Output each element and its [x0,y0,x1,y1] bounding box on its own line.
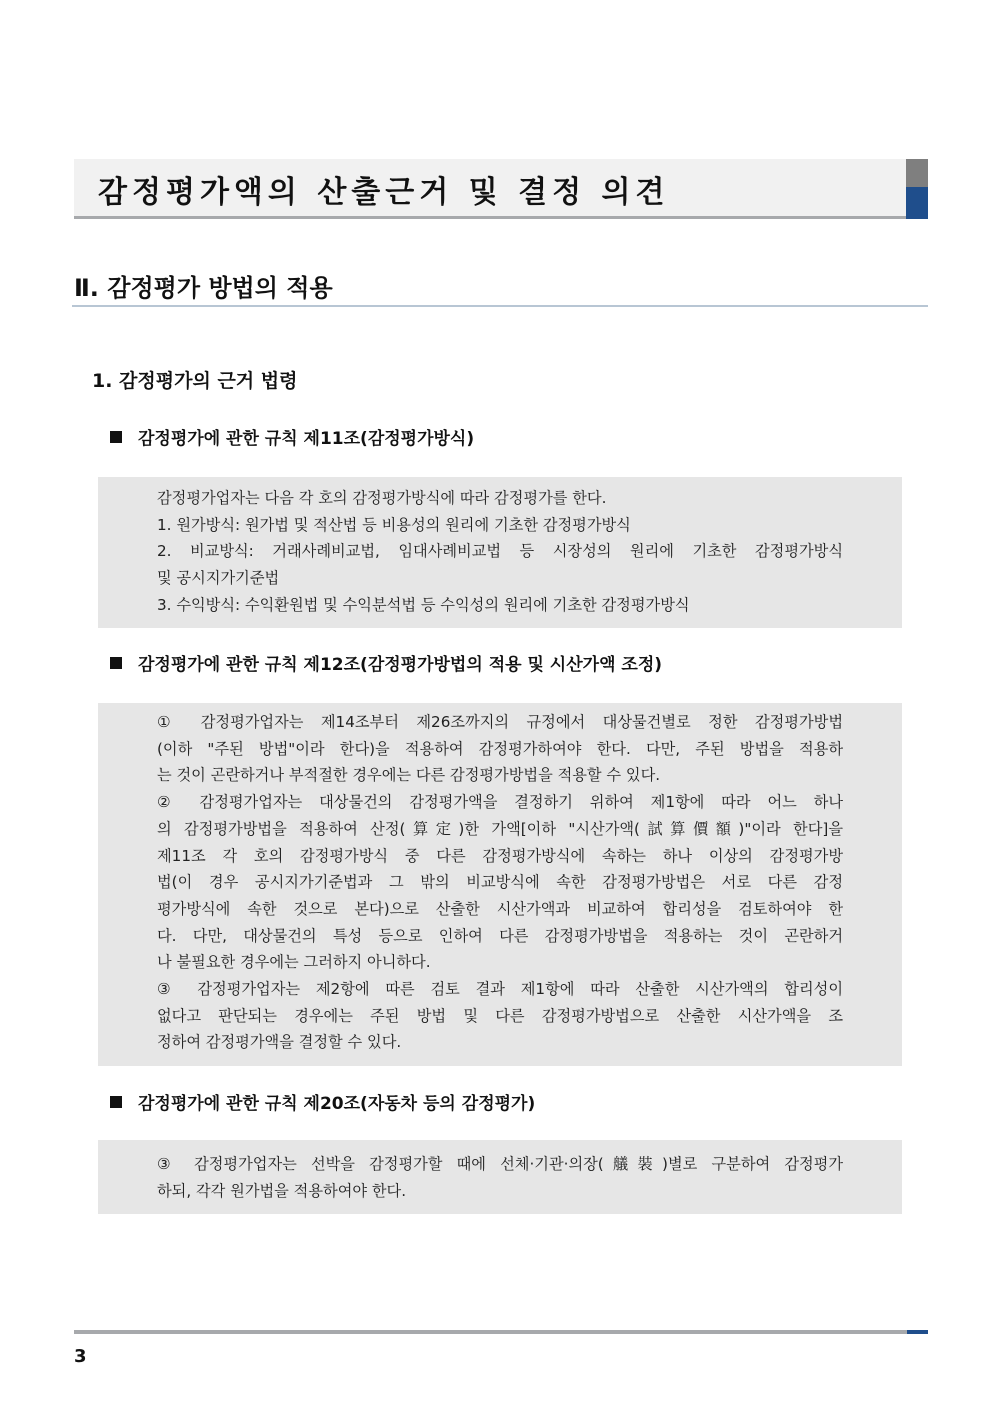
rule-text-line: ① 감정평가업자는 제14조부터 제26조까지의 규정에서 대상물건별로 정한 감정평가방법 [157,713,843,731]
rule-text-line: 2. 비교방식: 거래사례비교법, 임대사례비교법 등 시장성의 원리에 기초한 감정평가방식 [157,542,843,561]
rule-text-line: 의 감정평가방법을 적용하여 산정(算定)한 가액[이하 "시산가액(試算價額)"이라 한다]을 [157,819,843,838]
rule-heading-label: 감정평가에 관한 규칙 제12조(감정평가방법의 적용 및 시산가액 조정) [138,655,663,675]
rule-text-line: ② 감정평가업자는 대상물건의 감정평가액을 결정하기 위하여 제1항에 따라 어느 하나 [157,793,843,812]
rule-text-box-article-12 [98,703,902,1066]
rule-text-line: 감정평가업자는 다음 각 호의 감정평가방식에 따라 감정평가를 한다. [157,489,607,507]
title-banner [74,159,928,219]
rule-text-line: ③ 감정평가업자는 선박을 감정평가할 때에 선체·기관·의장(艤裝)별로 구분하여 감정평가 [157,1155,843,1173]
rule-text-box-article-20 [98,1140,902,1214]
rule-heading-article-20 [110,1089,535,1114]
footer-accent [907,1330,928,1334]
banner-tab-gray [906,159,928,187]
rule-heading-label: 감정평가에 관한 규칙 제20조(자동차 등의 감정평가) [138,1094,536,1114]
rule-text-line: 1. 원가방식: 원가법 및 적산법 등 비용성의 원리에 기초한 감정평가방식 [157,515,631,534]
page-title: 감정평가액의 산출근거 및 결정 의견 [98,175,670,210]
rule-text-line: 3. 수익방식: 수익환원법 및 수익분석법 등 수익성의 원리에 기초한 감정평가방식 [157,595,690,614]
page-number: 3 [74,1346,87,1367]
rule-heading-article-12 [110,650,662,675]
rule-text-line: 하되, 각각 원가법을 적용하여야 한다. [157,1181,407,1200]
subsection-title: 1. 감정평가의 근거 법령 [92,370,298,392]
rule-text-line: 법(이 경우 공시지가기준법과 그 밖의 비교방식에 속한 감정평가방법은 서로 다른 감정 [157,873,843,892]
section-title: Ⅱ. 감정평가 방법의 적용 [74,274,333,302]
rule-body [157,709,843,1056]
banner-underline [74,216,906,219]
square-bullet-icon [110,657,122,669]
rule-text-line: 제11조 각 호의 감정평가방식 중 다른 감정평가방식에 속하는 하나 이상의 감정평가방 [157,846,843,865]
square-bullet-icon [110,1096,122,1108]
banner-tab-blue [906,187,928,219]
rule-text-line: ③ 감정평가업자는 제2항에 따른 검토 결과 제1항에 따라 산출한 시산가액의 합리성이 [157,980,843,999]
rule-text-line: 다. 다만, 대상물건의 특성 등으로 인하여 다른 감정평가방법을 적용하는 것이 곤란하거 [157,926,843,945]
square-bullet-icon [110,431,122,443]
rule-text-line: 평가방식에 속한 것으로 본다)으로 산출한 시산가액과 비교하여 합리성을 검토하여야 한 [157,899,843,918]
rule-heading-label: 감정평가에 관한 규칙 제11조(감정평가방식) [138,429,475,449]
rule-text-line: (이하 "주된 방법"이라 한다)을 적용하여 감정평가하여야 한다. 다만, 주된 방법을 적용하 [157,739,843,758]
section-divider [72,305,928,307]
rule-text-line: 는 것이 곤란하거나 부적절한 경우에는 다른 감정평가방법을 적용할 수 있다. [157,766,661,785]
rule-text-line: 없다고 판단되는 경우에는 주된 방법 및 다른 감정평가방법으로 산출한 시산가액을 조 [157,1006,843,1025]
rule-heading-article-11 [110,424,474,449]
rule-text-box-article-11 [98,477,902,628]
rule-text-line: 정하여 감정평가액을 결정할 수 있다. [157,1033,402,1052]
rule-body [157,1151,843,1204]
rule-body [157,485,843,619]
rule-text-line: 및 공시지가기준법 [157,569,280,588]
rule-text-line: 나 불필요한 경우에는 그러하지 아니하다. [157,953,431,972]
footer-divider [74,1330,907,1334]
